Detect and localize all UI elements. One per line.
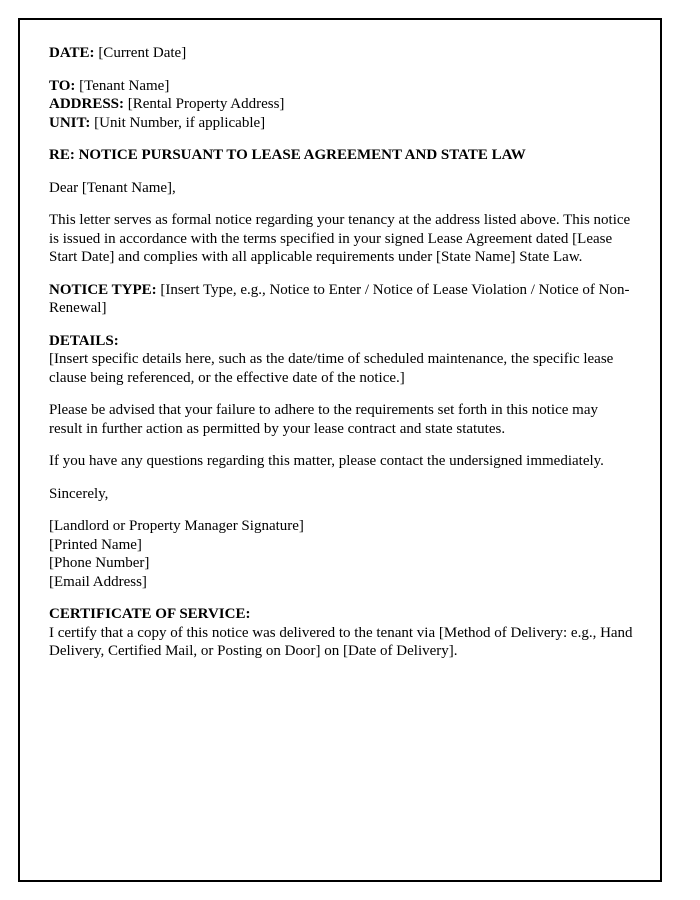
unit-line <box>49 114 634 133</box>
closing: Sincerely, <box>49 485 109 502</box>
body-paragraph-1: This letter serves as formal notice regarding your tenancy at the address listed above. This notice is issued in accordance with the terms specified in your signed Lease Agreement dated [Lease Start Date] and complies with all applicable requirements under [State Name] State Law. <box>49 212 631 265</box>
details-value: [Insert specific details here, such as the date/time of scheduled maintenance, the specific lease clause being referenced, or the effective date of the notice.] <box>49 351 614 386</box>
subject-line: RE: NOTICE PURSUANT TO LEASE AGREEMENT AND STATE LAW <box>49 147 526 163</box>
body-paragraph-3: If you have any questions regarding this matter, please contact the undersigned immediately. <box>49 453 604 469</box>
address-value: [Rental Property Address] <box>127 96 285 112</box>
notice-type-paragraph <box>49 281 634 318</box>
date-line <box>49 44 634 63</box>
address-line <box>49 95 634 114</box>
details-block <box>49 332 634 388</box>
email-address-line: [Email Address] <box>49 573 147 590</box>
to-line <box>49 77 634 96</box>
address-label: ADDRESS: <box>49 96 125 112</box>
salutation: Dear [Tenant Name], <box>49 179 176 196</box>
certificate-label: CERTIFICATE OF SERVICE: <box>49 606 251 622</box>
date-value: [Current Date] <box>98 45 187 61</box>
notice-type-value: [Insert Type, e.g., Notice to Enter / Notice of Lease Violation / Notice of Non-Renewal] <box>49 281 630 316</box>
to-label: TO: <box>49 77 76 94</box>
signature-block <box>49 517 634 591</box>
signature-line: [Landlord or Property Manager Signature] <box>49 518 304 534</box>
date-label: DATE: <box>49 45 95 61</box>
unit-value: [Unit Number, if applicable] <box>94 114 266 131</box>
notice-type-label: NOTICE TYPE: <box>49 281 157 298</box>
printed-name-line: [Printed Name] <box>49 536 142 553</box>
certificate-of-service-block <box>49 605 634 661</box>
to-value: [Tenant Name] <box>79 77 170 94</box>
certificate-text: I certify that a copy of this notice was delivered to the tenant via [Method of Delivery: e.g., Hand Delivery, Certified Mail, or Posting on Door] on [Date of Delivery]. <box>49 624 633 659</box>
phone-number-line: [Phone Number] <box>49 555 150 571</box>
recipient-block <box>49 77 634 133</box>
unit-label: UNIT: <box>49 114 91 131</box>
document-page <box>18 18 662 882</box>
details-label: DETAILS: <box>49 332 119 349</box>
body-paragraph-2: Please be advised that your failure to adhere to the requirements set forth in this notice may result in further action as permitted by your lease contract and state statutes. <box>49 402 598 437</box>
